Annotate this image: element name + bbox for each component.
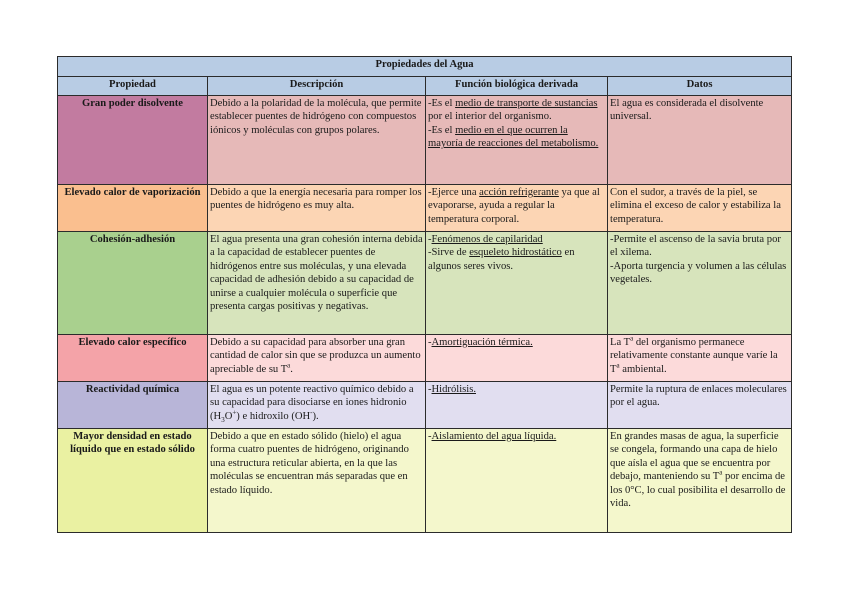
- description-text: El agua es un potente reactivo químico debido a su capacidad para disociarse en iones hidronio (H: [210, 384, 414, 422]
- function-line: [428, 246, 605, 273]
- header-function: Función biológica derivada: [426, 77, 608, 96]
- description-cell: [208, 335, 426, 382]
- function-cell: [426, 185, 608, 232]
- description-text: ).: [312, 410, 319, 422]
- header-property: Propiedad: [58, 77, 208, 96]
- function-text: -Ejerce una: [428, 187, 480, 198]
- superscript: +: [232, 408, 237, 417]
- function-cell: [426, 232, 608, 335]
- data-text: En grandes masas de agua, la superficie se congela, formando una capa de hielo que aísla el agua que se encuentra por debajo, manteniendo su T: [610, 431, 779, 483]
- description-cell: [208, 382, 426, 429]
- data-text: ambiental.: [619, 363, 667, 375]
- function-term: medio en el que ocurren la mayoría de reacciones del metabolismo.: [428, 124, 599, 150]
- water-properties-table: [57, 56, 792, 533]
- subscript: 3: [221, 416, 225, 425]
- function-term: esqueleto hidrostático: [469, 247, 562, 259]
- description-text: Debido a su capacidad para absorber una gran cantidad de calor sin que se produzca un aumento apreciable de su T: [210, 337, 421, 375]
- function-term: Hidrólisis.: [431, 384, 476, 395]
- function-line: [428, 233, 605, 246]
- function-text: -: [428, 431, 432, 442]
- table-row: [58, 185, 792, 232]
- function-text: -Es el: [428, 98, 456, 109]
- property-cell: Elevado calor específico: [58, 335, 208, 382]
- data-text: La T: [610, 337, 631, 348]
- function-term: medio de transporte de sustancias: [455, 98, 598, 109]
- table-title-row: [58, 57, 792, 77]
- data-text: por encima de los 0°C, lo cual posibilita el desarrollo de vida.: [610, 471, 786, 510]
- description-text: O: [224, 410, 233, 422]
- description-cell: Debido a que la energía necesaria para romper los puentes de hidrógeno es muy alta.: [208, 185, 426, 232]
- data-line: -Aporta turgencia y volumen a las células vegetales.: [610, 260, 787, 286]
- description-text: .: [290, 363, 293, 375]
- property-cell: Gran poder disolvente: [58, 96, 208, 185]
- function-cell: [426, 382, 608, 429]
- superscript: a: [630, 334, 634, 343]
- superscript: a: [719, 468, 723, 477]
- data-text: del organismo permanece relativamente constante aunque varíe la T: [610, 337, 778, 375]
- function-term: acción refrigerante: [479, 187, 559, 198]
- description-text: ) e hidroxilo (OH: [236, 410, 311, 422]
- superscript: a: [287, 361, 291, 370]
- data-cell: [608, 429, 792, 533]
- function-text: -: [428, 337, 432, 348]
- function-text: en algunos seres vivos.: [428, 247, 575, 272]
- description-cell: Debido a que en estado sólido (hielo) el agua forma cuatro puentes de hidrógeno, originando una estructura reticular abierta, en la que las moléculas se encuentran más separadas que en estado líquido.: [208, 429, 426, 533]
- function-cell: [426, 96, 608, 185]
- function-text: -Sirve de: [428, 247, 470, 259]
- superscript: -: [310, 408, 313, 417]
- description-cell: El agua presenta una gran cohesión interna debida a la capacidad de establecer puentes de hidrógenos entre sus moléculas, y una elevada capacidad de adhesión debido a su capacidad de unirse a cualquier molécula o superficie que presenta cargas positivas y negativas.: [208, 232, 426, 335]
- superscript: a: [616, 361, 620, 370]
- function-term: Amortiguación térmica.: [431, 337, 533, 348]
- data-cell: [608, 232, 792, 335]
- property-cell: Mayor densidad en estado líquido que en estado sólido: [58, 429, 208, 533]
- function-text: ya que al evaporarse, ayuda a regular la temperatura corporal.: [428, 187, 600, 225]
- function-text: -: [428, 234, 432, 245]
- table-row: [58, 335, 792, 382]
- header-description: Descripción: [208, 77, 426, 96]
- property-cell: Reactividad química: [58, 382, 208, 429]
- function-line: [428, 97, 605, 124]
- function-text: -Es el: [428, 124, 456, 136]
- data-cell: Permite la ruptura de enlaces moleculares por el agua.: [608, 382, 792, 429]
- function-cell: [426, 335, 608, 382]
- function-cell: [426, 429, 608, 533]
- table-header-row: [58, 77, 792, 96]
- table-row: [58, 96, 792, 185]
- description-cell: Debido a la polaridad de la molécula, que permite establecer puentes de hidrógeno con compuestos iónicos y moléculas con grupos polares.: [208, 96, 426, 185]
- property-cell: Elevado calor de vaporización: [58, 185, 208, 232]
- header-data: Datos: [608, 77, 792, 96]
- property-cell: Cohesión-adhesión: [58, 232, 208, 335]
- function-text: por el interior del organismo.: [428, 111, 552, 123]
- table-row: [58, 382, 792, 429]
- data-line: -Permite el ascenso de la savia bruta por el xilema.: [610, 234, 781, 259]
- data-cell: El agua es considerada el disolvente universal.: [608, 96, 792, 185]
- function-term: Aislamiento del agua líquida.: [431, 431, 557, 442]
- function-line: [428, 124, 605, 151]
- data-cell: [608, 335, 792, 382]
- data-cell: Con el sudor, a través de la piel, se elimina el exceso de calor y estabiliza la temperatura.: [608, 185, 792, 232]
- function-term: Fenómenos de capilaridad: [431, 234, 543, 245]
- table-title: Propiedades del Agua: [58, 57, 792, 77]
- table-row: [58, 232, 792, 335]
- function-text: -: [428, 384, 432, 395]
- table-row: [58, 429, 792, 533]
